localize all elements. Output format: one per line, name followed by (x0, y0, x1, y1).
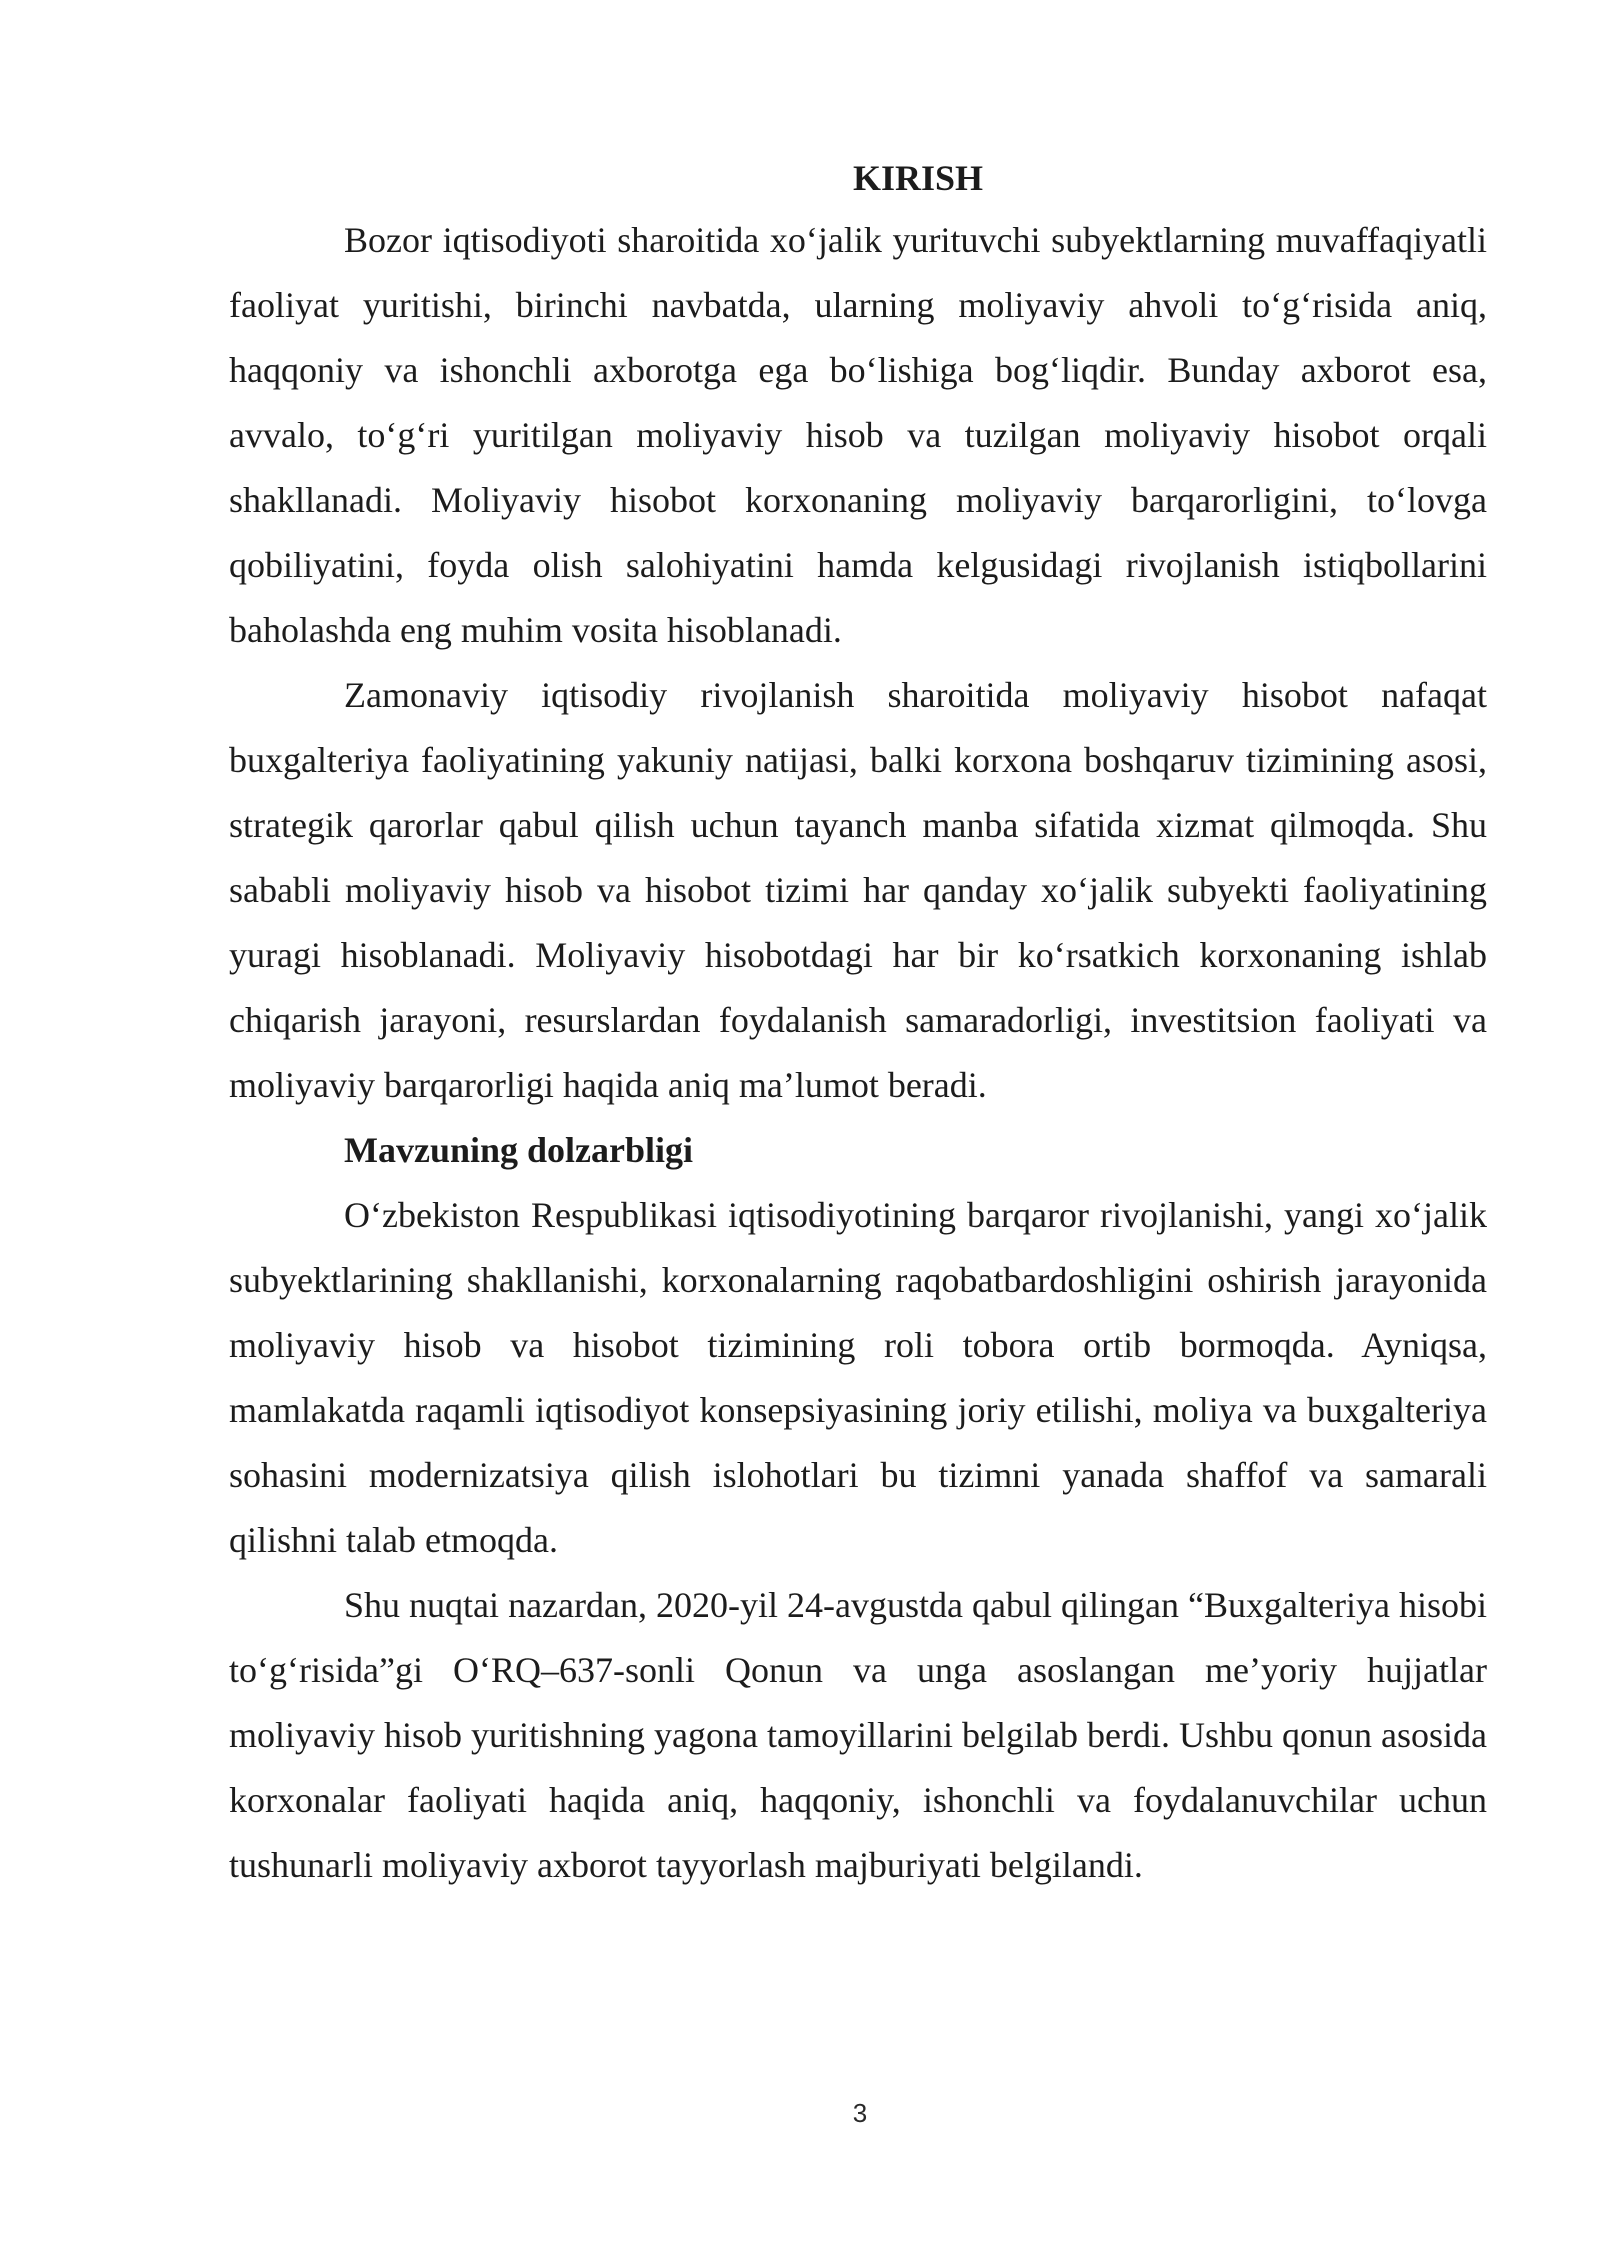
page-number: 3 (852, 2098, 868, 2128)
subsection-heading: Mavzuning dolzarbligi (344, 1130, 694, 1170)
page-content (229, 148, 1487, 1898)
relevance-paragraph-1: O‘zbekiston Respublikasi iqtisodiyotining barqaror rivojlanishi, yangi xo‘jalik subyektlarining shakllanishi, korxonalarning raqobatbardoshligini oshirish jarayonida moliyaviy hisob va hisobot tizimining roli tobora ortib bormoqda. Ayniqsa, mamlakatda raqamli iqtisodiyot konsepsiyasining joriy etilishi, moliya va buxgalteriya sohasini modernizatsiya qilish islohotlari bu tizimni yanada shaffof va samarali qilishni talab etmoqda. (229, 1195, 1487, 1560)
section-title: KIRISH (852, 158, 984, 198)
intro-paragraph-1: Bozor iqtisodiyoti sharoitida xo‘jalik yurituvchi subyektlarning muvaffaqiyatli faoliyat yuritishi, birinchi navbatda, ularning moliyaviy ahvoli to‘g‘risida aniq, haqqoniy va ishonchli axborotga ega bo‘lishiga bog‘liqdir. Bunday axborot esa, avvalo, to‘g‘ri yuritilgan moliyaviy hisob va tuzilgan moliyaviy hisobot orqali shakllanadi. Moliyaviy hisobot korxonaning moliyaviy barqarorligini, to‘lovga qobiliyatini, foyda olish salohiyatini hamda kelgusidagi rivojlanish istiqbollarini baholashda eng muhim vosita hisoblanadi. (229, 220, 1487, 650)
intro-paragraph-2: Zamonaviy iqtisodiy rivojlanish sharoitida moliyaviy hisobot nafaqat buxgalteriya faoliyatining yakuniy natijasi, balki korxona boshqaruv tizimining asosi, strategik qarorlar qabul qilish uchun tayanch manba sifatida xizmat qilmoqda. Shu sababli moliyaviy hisob va hisobot tizimi har qanday xo‘jalik subyekti faoliyatining yuragi hisoblanadi. Moliyaviy hisobotdagi har bir ko‘rsatkich korxonaning ishlab chiqarish jarayoni, resurslardan foydalanish samaradorligi, investitsion faoliyati va moliyaviy barqarorligi haqida aniq ma’lumot beradi. (229, 675, 1487, 1105)
relevance-paragraph-2: Shu nuqtai nazardan, 2020-yil 24-avgustda qabul qilingan “Buxgalteriya hisobi to‘g‘risida”gi O‘RQ–637-sonli Qonun va unga asoslangan me’yoriy hujjatlar moliyaviy hisob yuritishning yagona tamoyillarini belgilab berdi. Ushbu qonun asosida korxonalar faoliyati haqida aniq, haqqoniy, ishonchli va foydalanuvchilar uchun tushunarli moliyaviy axborot tayyorlash majburiyati belgilandi. (229, 1585, 1487, 1885)
